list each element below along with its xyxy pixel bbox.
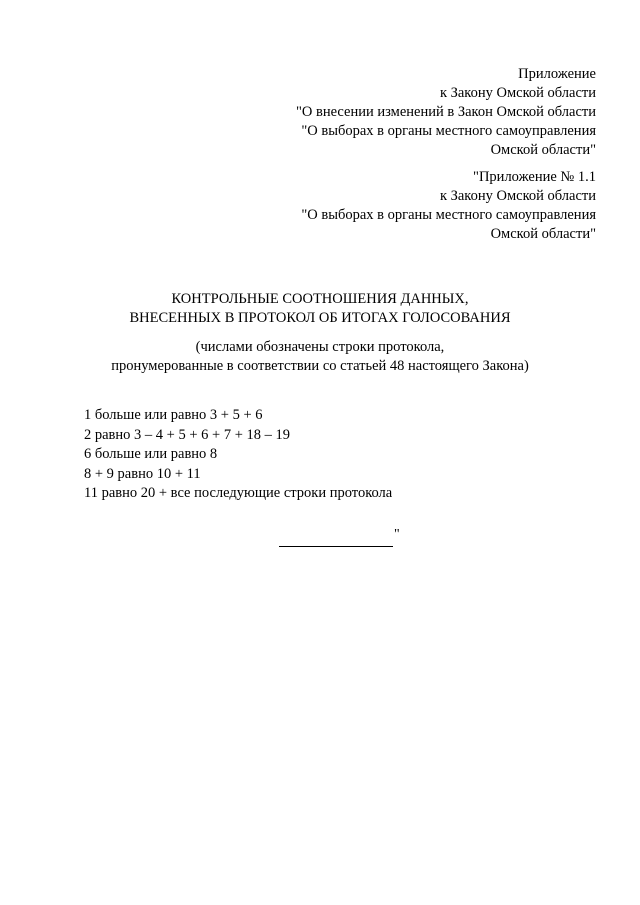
annex-1-1-line: Омской области" [490,226,596,242]
relation-item: 1 больше или равно 3 + 5 + 6 [84,407,263,423]
annex-1-1-line: к Закону Омской области [439,188,596,204]
signature-line [279,532,393,547]
document-subtitle [0,338,640,376]
closing-rule [279,528,400,547]
subtitle-line: пронумерованные в соответствии со статьей 48 настоящего Закона) [111,358,529,374]
closing-quote: " [394,527,400,542]
relation-item: 11 равно 20 + все последующие строки протокола [84,485,393,501]
annex-heading-1-1 [301,168,596,244]
annex-1-1-line: "Приложение № 1.1 [473,169,596,185]
annex-main-line: Омской области" [490,142,596,158]
annex-main-line: к Закону Омской области [439,85,596,101]
annex-1-1-line: "О выборах в органы местного самоуправления [301,207,596,223]
annex-main-line: "О внесении изменений в Закон Омской области [296,104,596,120]
title-line: ВНЕСЕННЫХ В ПРОТОКОЛ ОБ ИТОГАХ ГОЛОСОВАНИЯ [129,310,511,326]
control-relations-list [84,406,392,504]
relation-item: 2 равно 3 – 4 + 5 + 6 + 7 + 18 – 19 [84,426,291,443]
title-line: КОНТРОЛЬНЫЕ СООТНОШЕНИЯ ДАННЫХ, [171,291,469,307]
relation-item: 8 + 9 равно 10 + 11 [84,465,201,482]
subtitle-line: (числами обозначены строки протокола, [195,339,445,355]
relation-item: 6 больше или равно 8 [84,446,218,462]
annex-heading-main [296,65,596,160]
annex-main-line: Приложение [518,66,596,82]
annex-main-line: "О выборах в органы местного самоуправления [301,123,596,139]
document-title [0,290,640,328]
